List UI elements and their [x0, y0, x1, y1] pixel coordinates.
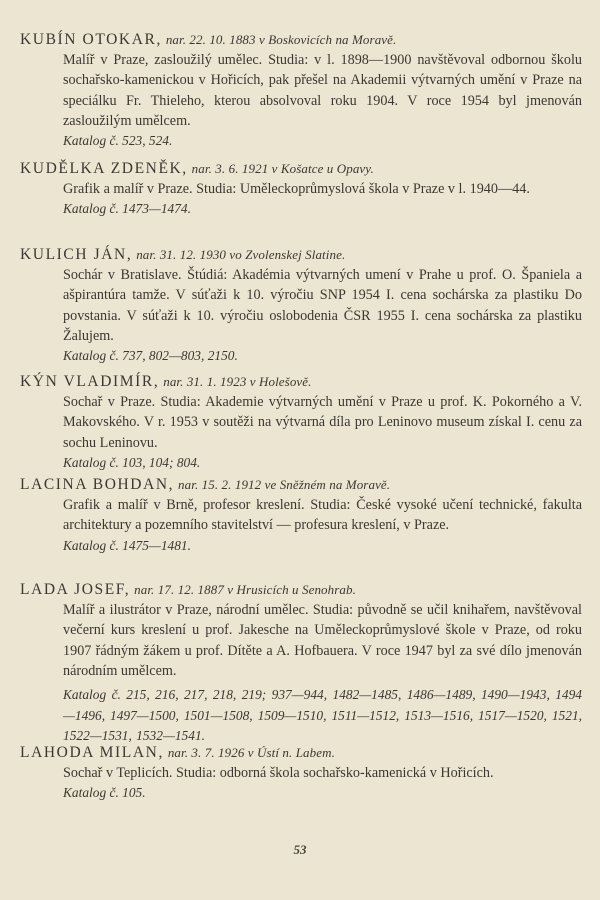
biography-text: Sochař v Teplicích. Studia: odborná škola sochařsko-kamenická v Hořicích. — [63, 765, 494, 781]
entry-kubin-otokar — [20, 30, 582, 151]
catalog-numbers: Katalog č. 103, 104; 804. — [63, 454, 201, 470]
entry-lahoda-milan — [20, 743, 582, 804]
artist-name: LACINA BOHDAN, — [20, 476, 175, 493]
artist-name: KULICH JÁN, — [20, 246, 133, 263]
birth-info: nar. 3. 7. 1926 v Ústí n. Labem. — [167, 745, 335, 760]
page-number: 53 — [293, 842, 307, 857]
artist-name: KÝN VLADIMÍR, — [20, 373, 160, 390]
birth-info: nar. 15. 2. 1912 ve Sněžném na Moravě. — [178, 477, 391, 492]
birth-info: nar. 31. 12. 1930 vo Zvolenskej Slatine. — [136, 247, 346, 262]
entry-heading — [20, 580, 582, 600]
biography-text: Grafik a malíř v Praze. Studia: Uměleckoprůmyslová škola v Praze v l. 1940—44. — [63, 181, 530, 197]
artist-name: LAHODA MILAN, — [20, 744, 164, 761]
birth-info: nar. 31. 1. 1923 v Holešově. — [163, 374, 312, 389]
entry-lacina-bohdan — [20, 475, 582, 556]
catalog-numbers: Katalog č. 105. — [63, 785, 146, 801]
biography-text: Sochár v Bratislave. Štúdiá: Akadémia výtvarných umení v Prahe u prof. O. Španiela a ašpirantúra tamže. V súťaži k 10. výročiu SNP 1954 I. cena sochárska za plastiku Do povstania. V súťaži k 10. výročiu oslobodenia ČSR 1955 I. cena sochárska za plastiku Žalujem. — [63, 267, 582, 344]
entry-heading — [20, 743, 582, 763]
catalog-numbers: Katalog č. 523, 524. — [63, 133, 173, 149]
biography-text: Sochař v Praze. Studia: Akademie výtvarných umění v Praze u prof. K. Pokorného a V. Makovského. V r. 1953 v soutěži na výtvarná díla pro Leninovo museum získal I. cenu za sochu Leninovu. — [63, 394, 582, 451]
entry-heading — [20, 475, 582, 495]
catalog-numbers: Katalog č. 1473—1474. — [63, 201, 191, 217]
entry-kudelka-zdenek — [20, 159, 582, 220]
birth-info: nar. 3. 6. 1921 v Košatce u Opavy. — [191, 161, 374, 176]
catalog-numbers: Katalog č. 215, 216, 217, 218, 219; 937—944, 1482—1485, 1486—1489, 1490—1943, 1494—1496, 1497—1500, 1501—1508, 1509—1510, 1511—1512, 1513—1516, 1517—1520, 1521, 1522—1531, 1532—1541. — [63, 687, 582, 744]
catalog-numbers: Katalog č. 1475—1481. — [63, 537, 191, 553]
entry-kulich-jan — [20, 245, 582, 366]
entry-heading — [20, 372, 582, 392]
entry-heading — [20, 30, 582, 50]
entry-heading — [20, 245, 582, 265]
entry-kyn-vladimir — [20, 372, 582, 473]
artist-name: LADA JOSEF, — [20, 581, 131, 598]
entry-lada-josef — [20, 580, 582, 747]
biography-text: Malíř v Praze, zasloužilý umělec. Studia: v l. 1898—1900 navštěvoval odbornou školu sochařsko-kamenickou v Hořicích, pak přešel na Akademii výtvarných umění v Praze na speciálku Fr. Thieleho, kterou absolvoval roku 1904. V roce 1954 byl jmenován zasloužilým umělcem. — [63, 52, 582, 129]
catalog-numbers: Katalog č. 737, 802—803, 2150. — [63, 348, 238, 364]
birth-info: nar. 22. 10. 1883 v Boskovicích na Moravě. — [165, 32, 397, 47]
artist-name: KUBÍN OTOKAR, — [20, 31, 162, 48]
entry-heading — [20, 159, 582, 179]
biography-text: Malíř a ilustrátor v Praze, národní umělec. Studia: původně se učil knihařem, navštěvoval večerní kurs kreslení u prof. Jakesche na Uměleckoprůmyslové škole v Praze, od roku 1907 řádným žákem u prof. Dítěte a A. Hofbauera. V roce 1947 byl za své dílo jmenován národním umělcem. — [63, 602, 582, 679]
biography-text: Grafik a malíř v Brně, profesor kreslení. Studia: České vysoké učení technické, fakulta architektury a pozemního stavitelství — profesura kreslení, v Praze. — [63, 497, 582, 534]
birth-info: nar. 17. 12. 1887 v Hrusicích u Senohrab. — [134, 582, 356, 597]
artist-name: KUDĚLKA ZDENĚK, — [20, 160, 188, 177]
